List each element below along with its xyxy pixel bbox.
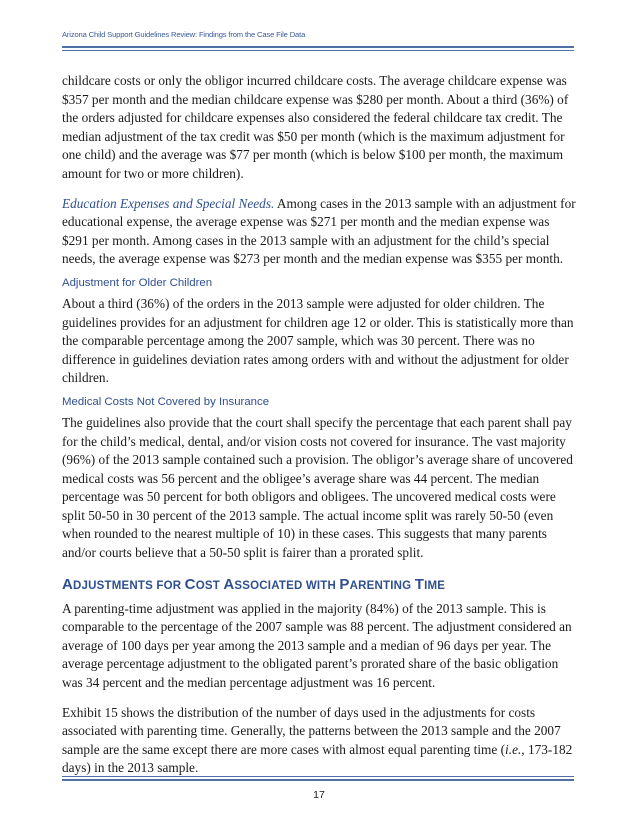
- heading-word: IME: [424, 579, 446, 592]
- paragraph-parenting-adjustment: A parenting-time adjustment was applied in the majority (84%) of the 2013 sample. This is comparable to the percentage of the 2007 sample was 88 percent. The adjustment considered an average of 100 days per year among the 2013 sample and a median of 96 days per year. The average percentage adjustment to the obligated parent’s prorated share of the basic obligation was 34 percent and the median percentage adjustment was 16 percent.: [62, 600, 572, 691]
- page-number: 17: [313, 789, 325, 801]
- education-text: Among cases in the 2013 sample with an adjustment for educational expense, the average expense was $271 per month and the median expense was $291 per month. Among cases in the 2013 sample with an adjustment for the child’s special needs, the average expense was $273 per month and the median expense was $355 per month.: [62, 195, 576, 267]
- paragraph-exhibit-15: [62, 704, 576, 778]
- header-rule: [62, 46, 574, 48]
- exhibit-ie: i.e.: [505, 741, 522, 757]
- exhibit-text-b: , 173-182 days) in the 2013 sample.: [62, 741, 573, 776]
- section-heading-parenting-time: [62, 575, 576, 596]
- heading-cap: T: [414, 575, 425, 593]
- heading-older-children: Adjustment for Older Children: [62, 276, 213, 289]
- footer-rule-thin: [62, 776, 574, 777]
- education-lead: Education Expenses and Special Needs.: [62, 195, 275, 211]
- heading-cap: A: [62, 575, 74, 593]
- heading-cap: C: [184, 575, 196, 593]
- header-rule-thin: [62, 50, 574, 51]
- heading-cap: P: [339, 575, 350, 593]
- heading-cap: A: [223, 575, 235, 593]
- paragraph-education: [62, 195, 576, 269]
- exhibit-text-a: Exhibit 15 shows the distribution of the number of days used in the adjustments for costs associated with parenting time. Generally, the patterns between the 2013 sample and the 2007 sample are the same except there are more cases with almost equal parenting time (: [62, 704, 561, 757]
- paragraph-childcare: childcare costs or only the obligor incurred childcare costs. The average childcare expense was $357 per month and the median childcare expense was $280 per month. About a third (36%) of the orders adjusted for childcare expenses also considered the federal childcare tax credit. The median adjustment of the tax credit was $50 per month (which is the maximum adjustment for one child) and the average was $77 per month (which is below $100 per month, the maximum amount for two or more children).: [62, 73, 569, 181]
- paragraph-older-children: About a third (36%) of the orders in the 2013 sample were adjusted for older children. The guidelines provides for an adjustment for children age 12 or older. This is statistically more than the comparable percentage among the 2007 sample, which was 30 percent. There was no difference in guidelines deviation rates among orders with and without the adjustment for older children.: [62, 295, 574, 386]
- body-text: [62, 72, 576, 778]
- heading-word: OST: [195, 579, 224, 592]
- footer-rule: [62, 779, 574, 781]
- heading-medical-costs: Medical Costs Not Covered by Insurance: [62, 395, 270, 408]
- heading-word: ARENTING: [349, 579, 415, 592]
- heading-word: SSOCIATED WITH: [234, 579, 340, 592]
- heading-word: DJUSTMENTS FOR: [73, 579, 185, 592]
- paragraph-medical-costs: The guidelines also provide that the court shall specify the percentage that each parent shall pay for the child’s medical, dental, and/or vision costs not covered for insurance. The vast majority (96%) of the 2013 sample contained such a provision. The obligor’s average share of uncovered medical costs was 56 percent and the obligee’s average share was 44 percent. The median percentage was 50 percent for both obligors and obligees. The uncovered medical costs were split 50-50 in 30 percent of the 2013 sample. The actual income split was rarely 50-50 (even when rounded to the nearest multiple of 10) in these cases. This suggests that many parents and/or courts believe that a 50-50 split is fairer than a prorated split.: [62, 414, 573, 561]
- running-header: Arizona Child Support Guidelines Review: Findings from the Case File Data: [62, 30, 306, 39]
